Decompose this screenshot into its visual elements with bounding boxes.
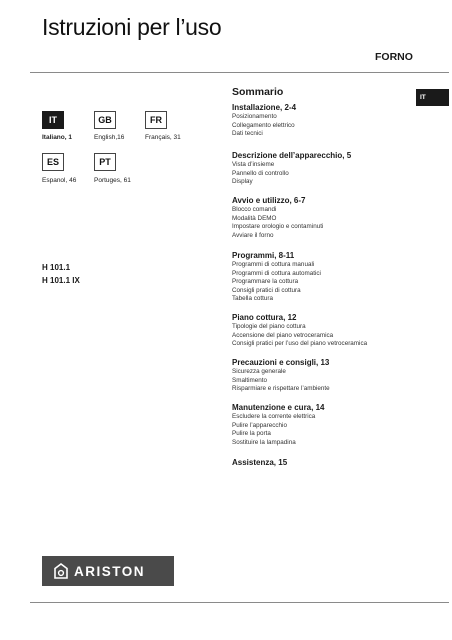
language-label-pt: Portuges, 61 xyxy=(94,177,131,184)
language-tab-gb[interactable]: GB xyxy=(94,111,116,129)
toc-item[interactable]: Sicurezza generale xyxy=(232,368,286,375)
toc-item[interactable]: Sostituire la lampadina xyxy=(232,438,296,446)
toc-section xyxy=(232,358,442,394)
toc-item[interactable]: Accensione del piano vetroceramica xyxy=(232,331,334,339)
toc-section-title[interactable]: Installazione, 2-4 xyxy=(232,103,297,112)
toc-item[interactable]: Avviare il forno xyxy=(232,231,274,239)
ariston-house-icon xyxy=(54,563,68,579)
toc-section xyxy=(232,251,442,304)
toc-item[interactable]: Pulire l’apparecchio xyxy=(232,421,287,429)
model-number: H 101.1 IX xyxy=(42,276,80,285)
toc-section xyxy=(232,458,442,468)
toc-item[interactable]: Escludere la corrente elettrica xyxy=(232,413,316,420)
language-label-gb: English,16 xyxy=(94,134,125,141)
toc-item[interactable]: Programmare la cottura xyxy=(232,278,299,286)
toc-heading: Sommario xyxy=(232,86,284,98)
toc-item[interactable]: Consigli pratici di cottura xyxy=(232,286,301,294)
product-type-label: FORNO xyxy=(375,51,413,63)
language-tab-pt[interactable]: PT xyxy=(94,153,116,171)
toc-section-title[interactable]: Precauzioni e consigli, 13 xyxy=(232,358,330,367)
model-number: H 101.1 xyxy=(42,263,71,272)
toc-item[interactable]: Risparmiare e rispettare l’ambiente xyxy=(232,385,330,393)
language-tab-fr[interactable]: FR xyxy=(145,111,167,129)
toc-item[interactable]: Programmi di cottura manuali xyxy=(232,261,315,268)
side-language-tab: IT xyxy=(416,89,449,106)
toc-section-title[interactable]: Programmi, 8-11 xyxy=(232,251,295,260)
toc-item[interactable]: Programmi di cottura automatici xyxy=(232,269,321,277)
language-label-es: Espanol, 46 xyxy=(42,177,77,184)
ariston-logo xyxy=(42,556,174,586)
toc-item[interactable]: Collegamento elettrico xyxy=(232,121,295,129)
toc-item[interactable]: Posizionamento xyxy=(232,113,277,120)
language-label-it: Italiano, 1 xyxy=(42,134,72,141)
document-title: Istruzioni per l’uso xyxy=(42,14,222,40)
toc-section xyxy=(232,196,442,240)
toc-section-title[interactable]: Descrizione dell’apparecchio, 5 xyxy=(232,151,352,160)
toc-item[interactable]: Tabella cottura xyxy=(232,295,273,303)
toc-section xyxy=(232,103,442,139)
toc-section-title[interactable]: Avvio e utilizzo, 6-7 xyxy=(232,196,306,205)
toc-item[interactable]: Pannello di controllo xyxy=(232,169,289,177)
toc-item[interactable]: Blocco comandi xyxy=(232,206,277,213)
toc-item[interactable]: Smaltimento xyxy=(232,376,267,384)
header-divider xyxy=(30,72,449,73)
toc-section xyxy=(232,403,442,447)
toc-section xyxy=(232,151,442,187)
toc-item[interactable]: Display xyxy=(232,178,253,186)
toc-section xyxy=(232,313,442,349)
toc-item[interactable]: Modalità DEMO xyxy=(232,214,277,222)
toc-item[interactable]: Pulire la porta xyxy=(232,430,271,438)
language-tab-es[interactable]: ES xyxy=(42,153,64,171)
toc-item[interactable]: Consigli pratici per l’uso del piano vetroceramica xyxy=(232,340,368,348)
toc-item[interactable]: Tipologie del piano cottura xyxy=(232,323,306,330)
language-label-fr: Français, 31 xyxy=(145,134,181,141)
brand-name: ARISTON xyxy=(74,563,146,579)
toc-section-title[interactable]: Manutenzione e cura, 14 xyxy=(232,403,325,412)
toc-item[interactable]: Dati tecnici xyxy=(232,130,263,138)
toc-item[interactable]: Impostare orologio e contaminuti xyxy=(232,223,324,231)
footer-divider xyxy=(30,602,449,603)
language-tab-it[interactable]: IT xyxy=(42,111,64,129)
toc-section-title[interactable]: Assistenza, 15 xyxy=(232,458,288,467)
toc-item[interactable]: Vista d’insieme xyxy=(232,161,275,168)
toc-section-title[interactable]: Piano cottura, 12 xyxy=(232,313,297,322)
